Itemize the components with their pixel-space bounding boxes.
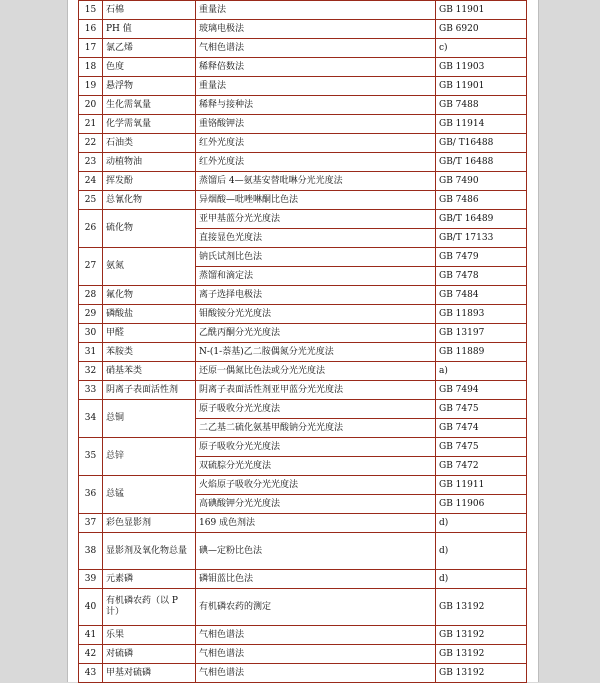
analysis-method: 原子吸收分光光度法: [196, 438, 436, 457]
row-number: 24: [79, 172, 103, 191]
analysis-method: 亚甲基蓝分光光度法: [196, 210, 436, 229]
standard-number: GB 7484: [436, 286, 527, 305]
analysis-method: 重量法: [196, 1, 436, 20]
item-name: 色度: [103, 58, 196, 77]
table-row: [79, 39, 527, 58]
standard-number: GB/T 16488: [436, 153, 527, 172]
analysis-method: 钼酸铵分光光度法: [196, 305, 436, 324]
analysis-method: 蒸馏和滴定法: [196, 267, 436, 286]
table-row: [79, 533, 527, 570]
item-name: 挥发酚: [103, 172, 196, 191]
standard-number: GB 7472: [436, 457, 527, 476]
table-row: [79, 645, 527, 664]
row-number: 30: [79, 324, 103, 343]
standard-number: GB/T 16489: [436, 210, 527, 229]
analysis-method: 气相色谱法: [196, 664, 436, 683]
item-name: 化学需氧量: [103, 115, 196, 134]
row-number: 42: [79, 645, 103, 664]
standard-number: GB 13197: [436, 324, 527, 343]
row-number: 29: [79, 305, 103, 324]
monitoring-methods-table: [78, 0, 527, 683]
item-name: 氨氮: [103, 248, 196, 286]
analysis-method: 红外光度法: [196, 153, 436, 172]
standard-number: a): [436, 362, 527, 381]
row-number: 21: [79, 115, 103, 134]
table-body: [79, 1, 527, 683]
row-number: 22: [79, 134, 103, 153]
item-name: 总氰化物: [103, 191, 196, 210]
analysis-method: 乙酰丙酮分光光度法: [196, 324, 436, 343]
row-number: 39: [79, 570, 103, 589]
row-number: 23: [79, 153, 103, 172]
standard-number: GB 11893: [436, 305, 527, 324]
row-number: 37: [79, 514, 103, 533]
table-row: [79, 362, 527, 381]
table-row: [79, 664, 527, 683]
table-row: [79, 286, 527, 305]
table-row: [79, 381, 527, 400]
standard-number: GB 7479: [436, 248, 527, 267]
analysis-method: 重铬酸钾法: [196, 115, 436, 134]
analysis-method: 稀释与接种法: [196, 96, 436, 115]
standard-number: GB 13192: [436, 664, 527, 683]
standard-number: GB/ T16488: [436, 134, 527, 153]
row-number: 25: [79, 191, 103, 210]
analysis-method: 红外光度法: [196, 134, 436, 153]
row-number: 27: [79, 248, 103, 286]
item-name: 显影剂及氧化物总量: [103, 533, 196, 570]
analysis-method: 高碘酸钾分光光度法: [196, 495, 436, 514]
standard-number: GB 7475: [436, 438, 527, 457]
analysis-method: 气相色谱法: [196, 645, 436, 664]
standard-number: d): [436, 533, 527, 570]
item-name: 石油类: [103, 134, 196, 153]
analysis-method: N-(1-萘基)乙二胺偶氮分光光度法: [196, 343, 436, 362]
item-name: 硫化物: [103, 210, 196, 248]
analysis-method: 稀释倍数法: [196, 58, 436, 77]
item-name: 元素磷: [103, 570, 196, 589]
table-row: [79, 476, 527, 495]
item-name: 氟化物: [103, 286, 196, 305]
row-number: 41: [79, 626, 103, 645]
table-row: [79, 400, 527, 419]
item-name: 生化需氧量: [103, 96, 196, 115]
standard-number: GB 13192: [436, 645, 527, 664]
item-name: 乐果: [103, 626, 196, 645]
item-name: 总锰: [103, 476, 196, 514]
table-row: [79, 589, 527, 626]
analysis-method: 离子选择电极法: [196, 286, 436, 305]
analysis-method: 碘—定粉比色法: [196, 533, 436, 570]
analysis-method: 还原一偶氮比色法或分光光度法: [196, 362, 436, 381]
table-row: [79, 1, 527, 20]
standard-number: c): [436, 39, 527, 58]
analysis-method: 磷钼蓝比色法: [196, 570, 436, 589]
item-name: 苯胺类: [103, 343, 196, 362]
row-number: 40: [79, 589, 103, 626]
table-row: [79, 153, 527, 172]
standard-number: GB 13192: [436, 589, 527, 626]
row-number: 18: [79, 58, 103, 77]
item-name: 阴离子表面活性剂: [103, 381, 196, 400]
item-name: 对硫磷: [103, 645, 196, 664]
standard-number: GB 11901: [436, 1, 527, 20]
item-name: 氯乙烯: [103, 39, 196, 58]
standard-number: GB 7490: [436, 172, 527, 191]
table-row: [79, 134, 527, 153]
standard-number: d): [436, 570, 527, 589]
row-number: 38: [79, 533, 103, 570]
table-row: [79, 77, 527, 96]
row-number: 43: [79, 664, 103, 683]
row-number: 33: [79, 381, 103, 400]
item-name: 甲醛: [103, 324, 196, 343]
standard-number: GB 11901: [436, 77, 527, 96]
table-row: [79, 324, 527, 343]
item-name: 总锌: [103, 438, 196, 476]
standard-number: GB 7474: [436, 419, 527, 438]
table-row: [79, 115, 527, 134]
item-name: 甲基对硫磷: [103, 664, 196, 683]
analysis-method: 火焰原子吸收分光光度法: [196, 476, 436, 495]
standard-number: GB 11906: [436, 495, 527, 514]
page-edge-right: [538, 0, 539, 682]
table-row: [79, 210, 527, 229]
row-number: 16: [79, 20, 103, 39]
standard-number: GB 13192: [436, 626, 527, 645]
row-number: 35: [79, 438, 103, 476]
item-name: 石棉: [103, 1, 196, 20]
item-name: 悬浮物: [103, 77, 196, 96]
table-row: [79, 305, 527, 324]
standard-number: GB 7494: [436, 381, 527, 400]
row-number: 20: [79, 96, 103, 115]
row-number: 26: [79, 210, 103, 248]
standard-number: GB 11903: [436, 58, 527, 77]
analysis-method: 气相色谱法: [196, 39, 436, 58]
analysis-method: 二乙基二硫化氨基甲酸钠分光光度法: [196, 419, 436, 438]
standard-number: GB 7478: [436, 267, 527, 286]
row-number: 34: [79, 400, 103, 438]
analysis-method: 钠氏试剂比色法: [196, 248, 436, 267]
standard-number: GB 7488: [436, 96, 527, 115]
item-name: 总铜: [103, 400, 196, 438]
row-number: 15: [79, 1, 103, 20]
row-number: 31: [79, 343, 103, 362]
analysis-method: 玻璃电极法: [196, 20, 436, 39]
table-row: [79, 438, 527, 457]
table-row: [79, 20, 527, 39]
table-row: [79, 514, 527, 533]
table-row: [79, 626, 527, 645]
analysis-method: 169 成色剂法: [196, 514, 436, 533]
standard-number: GB 6920: [436, 20, 527, 39]
table-row: [79, 191, 527, 210]
item-name: 硝基苯类: [103, 362, 196, 381]
table-row: [79, 570, 527, 589]
analysis-method: 异烟酸—吡唑啉酮比色法: [196, 191, 436, 210]
analysis-method: 蒸馏后 4—氨基安替吡啉分光光度法: [196, 172, 436, 191]
row-number: 19: [79, 77, 103, 96]
item-name: 彩色显影剂: [103, 514, 196, 533]
analysis-method: 双硫腙分光光度法: [196, 457, 436, 476]
row-number: 17: [79, 39, 103, 58]
standard-number: d): [436, 514, 527, 533]
table-row: [79, 58, 527, 77]
row-number: 36: [79, 476, 103, 514]
standard-number: GB 11911: [436, 476, 527, 495]
analysis-method: 重量法: [196, 77, 436, 96]
analysis-method: 直接显色光度法: [196, 229, 436, 248]
standard-number: GB 11914: [436, 115, 527, 134]
standard-number: GB 7475: [436, 400, 527, 419]
analysis-method: 原子吸收分光光度法: [196, 400, 436, 419]
standard-number: GB 11889: [436, 343, 527, 362]
item-name: 动植物油: [103, 153, 196, 172]
row-number: 28: [79, 286, 103, 305]
analysis-method: 有机磷农药的测定: [196, 589, 436, 626]
item-name: 有机磷农药（以 P 计）: [103, 589, 196, 626]
table-row: [79, 248, 527, 267]
table-row: [79, 172, 527, 191]
analysis-method: 气相色谱法: [196, 626, 436, 645]
standard-number: GB 7486: [436, 191, 527, 210]
table-row: [79, 343, 527, 362]
standard-number: GB/T 17133: [436, 229, 527, 248]
row-number: 32: [79, 362, 103, 381]
item-name: PH 值: [103, 20, 196, 39]
item-name: 磷酸盐: [103, 305, 196, 324]
analysis-method: 阴离子表面活性剂亚甲蓝分光光度法: [196, 381, 436, 400]
table-row: [79, 96, 527, 115]
